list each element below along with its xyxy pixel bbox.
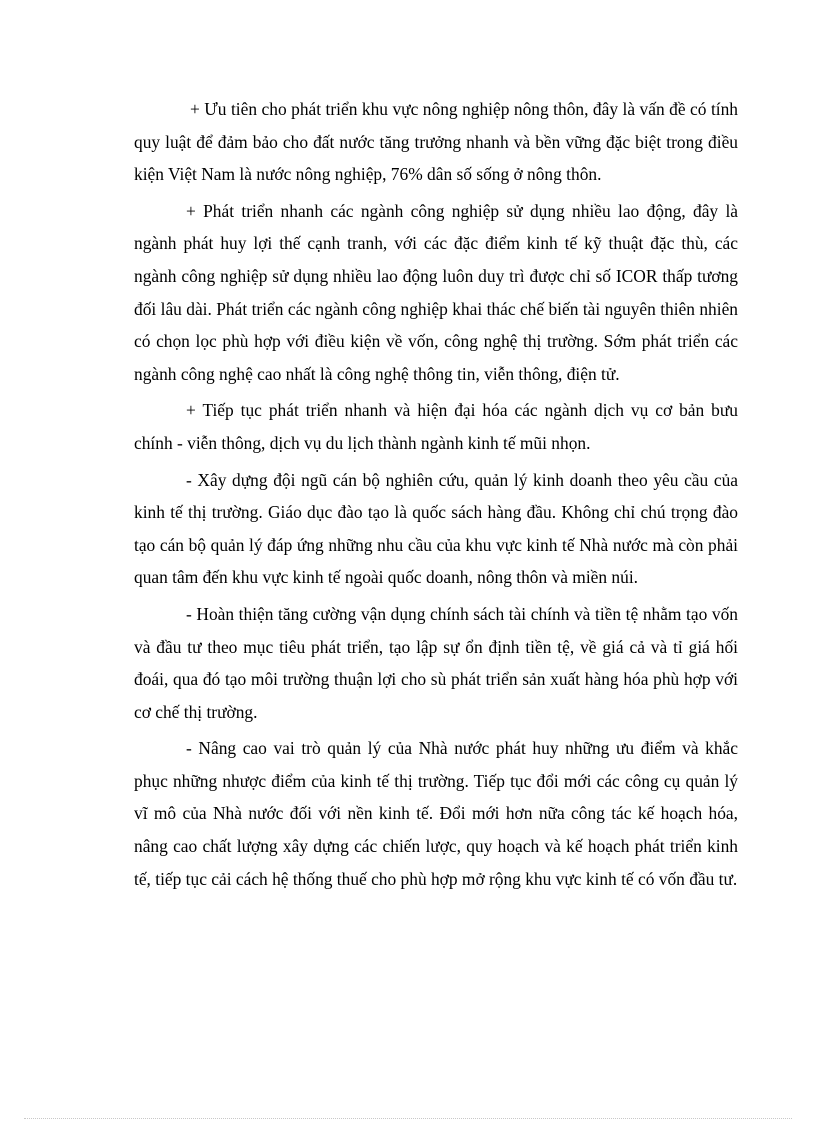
page-bottom-divider: [24, 1118, 792, 1119]
paragraph-services-modernization: + Tiếp tục phát triển nhanh và hiện đại hóa các ngành dịch vụ cơ bản bưu chính - viễn thông, dịch vụ du lịch thành ngành kinh tế mũi nhọn.: [134, 400, 738, 453]
document-page: [134, 93, 738, 899]
paragraph-financial-policy: - Hoàn thiện tăng cường vận dụng chính sách tài chính và tiền tệ nhằm tạo vốn và đầu tư theo mục tiêu phát triển, tạo lập sự ổn định tiền tệ, về giá cả và tỉ giá hối đoái, qua đó tạo môi trường thuận lợi cho sù phát triển sản xuất hàng hóa phù hợp với cơ chế thị trường.: [134, 603, 738, 722]
paragraph-workforce-training: - Xây dựng đội ngũ cán bộ nghiên cứu, quản lý kinh doanh theo yêu cầu của kinh tế thị trường. Giáo dục đào tạo là quốc sách hàng đầu. Không chỉ chú trọng đào tạo cán bộ quản lý đáp ứng những nhu cầu của khu vực kinh tế Nhà nước mà còn phải quan tâm đến khu vực kinh tế ngoài quốc doanh, nông thôn và miền núi.: [134, 469, 738, 588]
paragraph-labor-intensive-industry: + Phát triển nhanh các ngành công nghiệp sử dụng nhiều lao động, đây là ngành phát huy lợi thế cạnh tranh, với các đặc điểm kinh tế kỹ thuật đặc thù, các ngành công nghiệp sử dụng nhiều lao động luôn duy trì được chỉ số ICOR thấp tương đối lâu dài. Phát triển các ngành công nghiệp khai thác chế biến tài nguyên thiên nhiên có chọn lọc phù hợp với điều kiện về vốn, công nghệ thị trường. Sớm phát triển các ngành công nghệ cao nhất là công nghệ thông tin, viễn thông, điện tử.: [134, 200, 738, 384]
paragraph-state-management: - Nâng cao vai trò quản lý của Nhà nước phát huy những ưu điểm và khắc phục những nhược điểm của kinh tế thị trường. Tiếp tục đổi mới các công cụ quản lý vĩ mô của Nhà nước đối với nền kinh tế. Đổi mới hơn nữa công tác kế hoạch hóa, nâng cao chất lượng xây dựng các chiến lược, quy hoạch và kế hoạch phát triển kinh tế, tiếp tục cải cách hệ thống thuế cho phù hợp mở rộng khu vực kinh tế có vốn đầu tư.: [134, 738, 738, 889]
paragraph-agriculture-priority: + Ưu tiên cho phát triển khu vực nông nghiệp nông thôn, đây là vấn đề có tính quy luật để đảm bảo cho đất nước tăng trưởng nhanh và bền vững đặc biệt trong điều kiện Việt Nam là nước nông nghiệp, 76% dân số sống ở nông thôn.: [134, 99, 738, 185]
